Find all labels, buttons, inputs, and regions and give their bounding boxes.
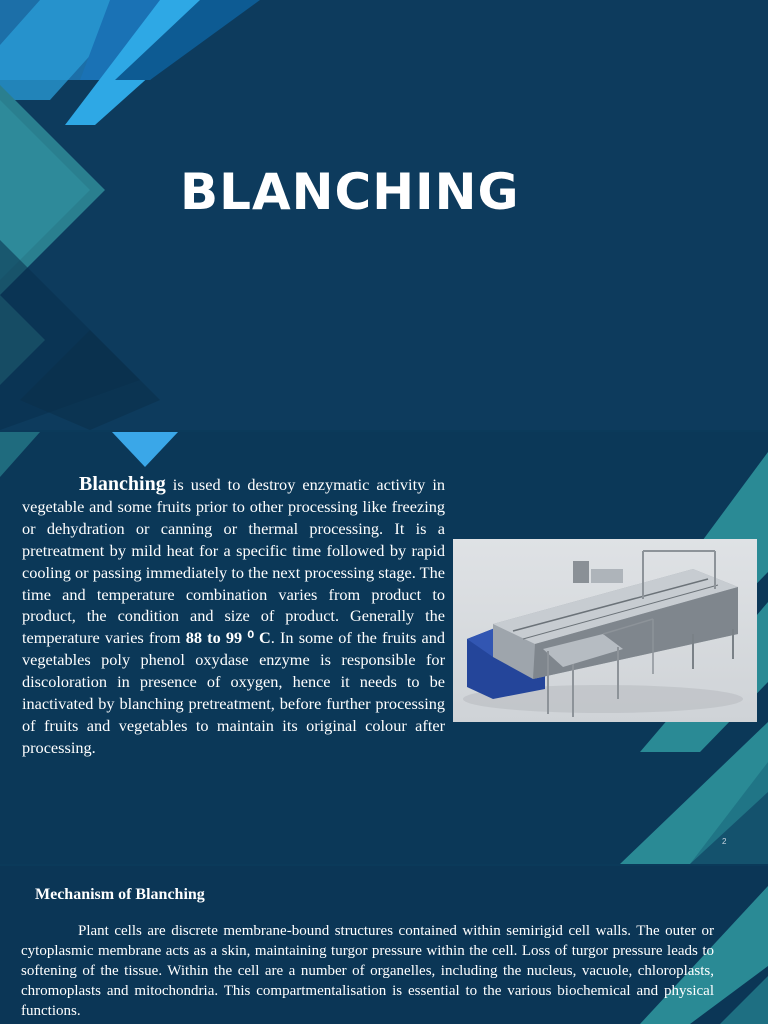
blancher-machine-image [453, 539, 757, 722]
mechanism-heading: Mechanism of Blanching [35, 886, 205, 903]
paragraph-text-part-1: is used to destroy enzymatic activity in vegetable and some fruits prior to other processing like freezing or dehydration or canning or thermal processing. It is a pretreatment by mild heat for a specific time followed by rapid cooling or passing immediately to the next processing stage. The time and temperature combination varies from product to product, the condition and size of product. Generally the temperature varies from [22, 475, 445, 648]
temperature-range: 88 to 99 ⁰ C [185, 628, 271, 648]
mechanism-paragraph: Plant cells are discrete membrane-bound structures contained within semirigid cell walls. The outer or cytoplasmic membrane acts as a skin, maintaining turgor pressure within the cell. Loss of turgor pressure leads to softening of the tissue. Within the cell are a number of organelles, including the nucleus, vacuole, chloroplasts, chromoplasts and mitochondria. This compartmentalisation is essential to the various biochemical and physical functions. [21, 923, 714, 1019]
slide-title: BLANCHING [180, 163, 520, 221]
blancher-machine-illustration [453, 539, 757, 722]
page-number: 2 [722, 837, 727, 846]
blanching-lead-word: Blanching [79, 473, 166, 495]
title-slide [0, 0, 768, 430]
content-slide [0, 432, 768, 864]
paragraph-text-part-2: . In some of the fruits and vegetables poly phenol oxydase enzyme is responsible for discoloration in presence of oxygen, hence it needs to be inactivated by blanching pretreatment, before further processing of fruits and vegetables to maintain its original colour after processing. [22, 628, 446, 757]
mechanism-slide [0, 866, 768, 1024]
blanching-paragraph [22, 474, 445, 759]
